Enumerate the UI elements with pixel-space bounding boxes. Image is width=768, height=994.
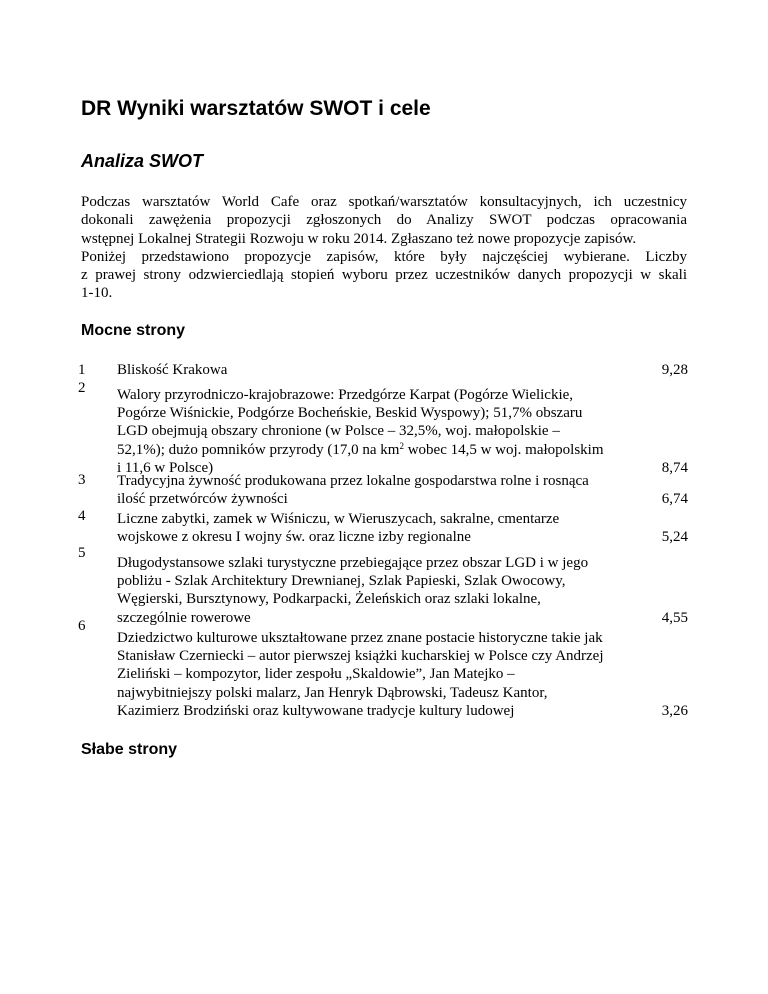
item-text-part: 52,1%); dużo pomników przyrody (17,0 na km <box>117 441 400 458</box>
item-number: 6 <box>78 618 86 634</box>
item-text-line: ilość przetwórców żywności <box>117 491 288 508</box>
item-text <box>117 554 627 627</box>
item-text-line: Kazimierz Brodziński oraz kultywowane tradycje kultury ludowej <box>117 702 515 719</box>
strength-item-6 <box>78 617 698 717</box>
item-text <box>117 510 627 546</box>
item-text-line: wojskowe z okresu I wojny św. oraz liczne izby regionalne <box>117 529 471 546</box>
intro-line: 1-10. <box>81 285 113 302</box>
item-number: 5 <box>78 545 86 561</box>
item-number: 1 <box>78 362 86 378</box>
strength-item-3 <box>78 471 698 511</box>
strength-item-5 <box>78 544 698 624</box>
intro-line: dokonali zawężenia propozycji zgłoszonych do Analizy SWOT podczas opracowania <box>81 212 687 229</box>
item-text-line <box>117 441 627 459</box>
item-number: 4 <box>78 508 86 524</box>
page-title: DR Wyniki warsztatów SWOT i cele <box>81 97 431 120</box>
intro-line: z prawej strony odzwierciedlają stopień wyboru przez uczestników danych propozycji w skali <box>81 267 687 284</box>
item-text-line: Węgierski, Bursztynowy, Podkarpacki, Żeleńskich oraz szlaki lokalne, <box>117 591 541 608</box>
item-text-line: Stanisław Czerniecki – autor pierwszej książki kucharskiej w Polsce czy Andrzej <box>117 648 604 665</box>
item-score: 5,24 <box>661 529 688 545</box>
item-text-line: Tradycyjna żywność produkowana przez lokalne gospodarstwa rolne i rosnąca <box>117 473 589 489</box>
item-score: 4,55 <box>661 610 688 626</box>
item-score: 6,74 <box>661 491 688 507</box>
item-text <box>117 472 627 508</box>
item-text-line: Dziedzictwo kulturowe ukształtowane przez znane postacie historyczne takie jak <box>117 630 603 646</box>
item-text-line: Pogórze Wiśnickie, Podgórze Bocheńskie, Beskid Wyspowy); 51,7% obszaru <box>117 405 583 422</box>
item-text <box>117 386 627 477</box>
item-text-line: LGD obejmują obszary chronione (w Polsce – 32,5%, woj. małopolskie – <box>117 423 560 440</box>
strengths-heading: Mocne strony <box>81 322 186 339</box>
item-text-line: szczególnie rowerowe <box>117 609 251 626</box>
item-text <box>117 361 627 379</box>
item-score: 9,28 <box>661 362 688 378</box>
strength-item-4 <box>78 507 698 547</box>
item-text-line: najwybitniejszy polski malarz, Jan Henryk Dąbrowski, Tadeusz Kantor, <box>117 684 548 701</box>
weaknesses-heading: Słabe strony <box>81 741 178 758</box>
intro-line: Poniżej przedstawiono propozycje zapisów, które były najczęściej wybierane. Liczby <box>81 248 687 265</box>
item-number: 3 <box>78 472 86 488</box>
superscript: 2 <box>399 440 404 451</box>
intro-line: wstępnej Lokalnej Strategii Rozwoju w roku 2014. Zgłaszano też nowe propozycje zapisów. <box>81 230 637 247</box>
item-text <box>117 629 627 720</box>
intro-paragraph <box>81 193 687 303</box>
item-text-line: Liczne zabytki, zamek w Wiśniczu, w Wieruszycach, sakralne, cmentarze <box>117 511 560 527</box>
item-text-line: Długodystansowe szlaki turystyczne przebiegające przez obszar LGD i w jego <box>117 555 589 571</box>
item-score: 3,26 <box>661 703 688 719</box>
strength-item-1 <box>78 361 698 381</box>
item-text-line: Walory przyrodniczo-krajobrazowe: Przedgórze Karpat (Pogórze Wielickie, <box>117 387 574 403</box>
section-title-swot: Analiza SWOT <box>81 151 204 171</box>
item-text-line: pobliżu - Szlak Architektury Drewnianej, Szlak Papieski, Szlak Owocowy, <box>117 573 566 590</box>
item-text-line: i 11,6 w Polsce) <box>117 459 214 476</box>
intro-line: Podczas warsztatów World Cafe oraz spotkań/warsztatów konsultacyjnych, ich uczestnicy <box>81 194 687 210</box>
item-text-line: Bliskość Krakowa <box>117 362 228 378</box>
item-text-line: Zieliński – kompozytor, lider zespołu „Skaldowie”, Jan Matejko – <box>117 666 515 683</box>
item-text-part: wobec 14,5 w woj. małopolskim <box>403 441 604 458</box>
item-number: 2 <box>78 380 86 396</box>
item-score: 8,74 <box>661 460 688 476</box>
